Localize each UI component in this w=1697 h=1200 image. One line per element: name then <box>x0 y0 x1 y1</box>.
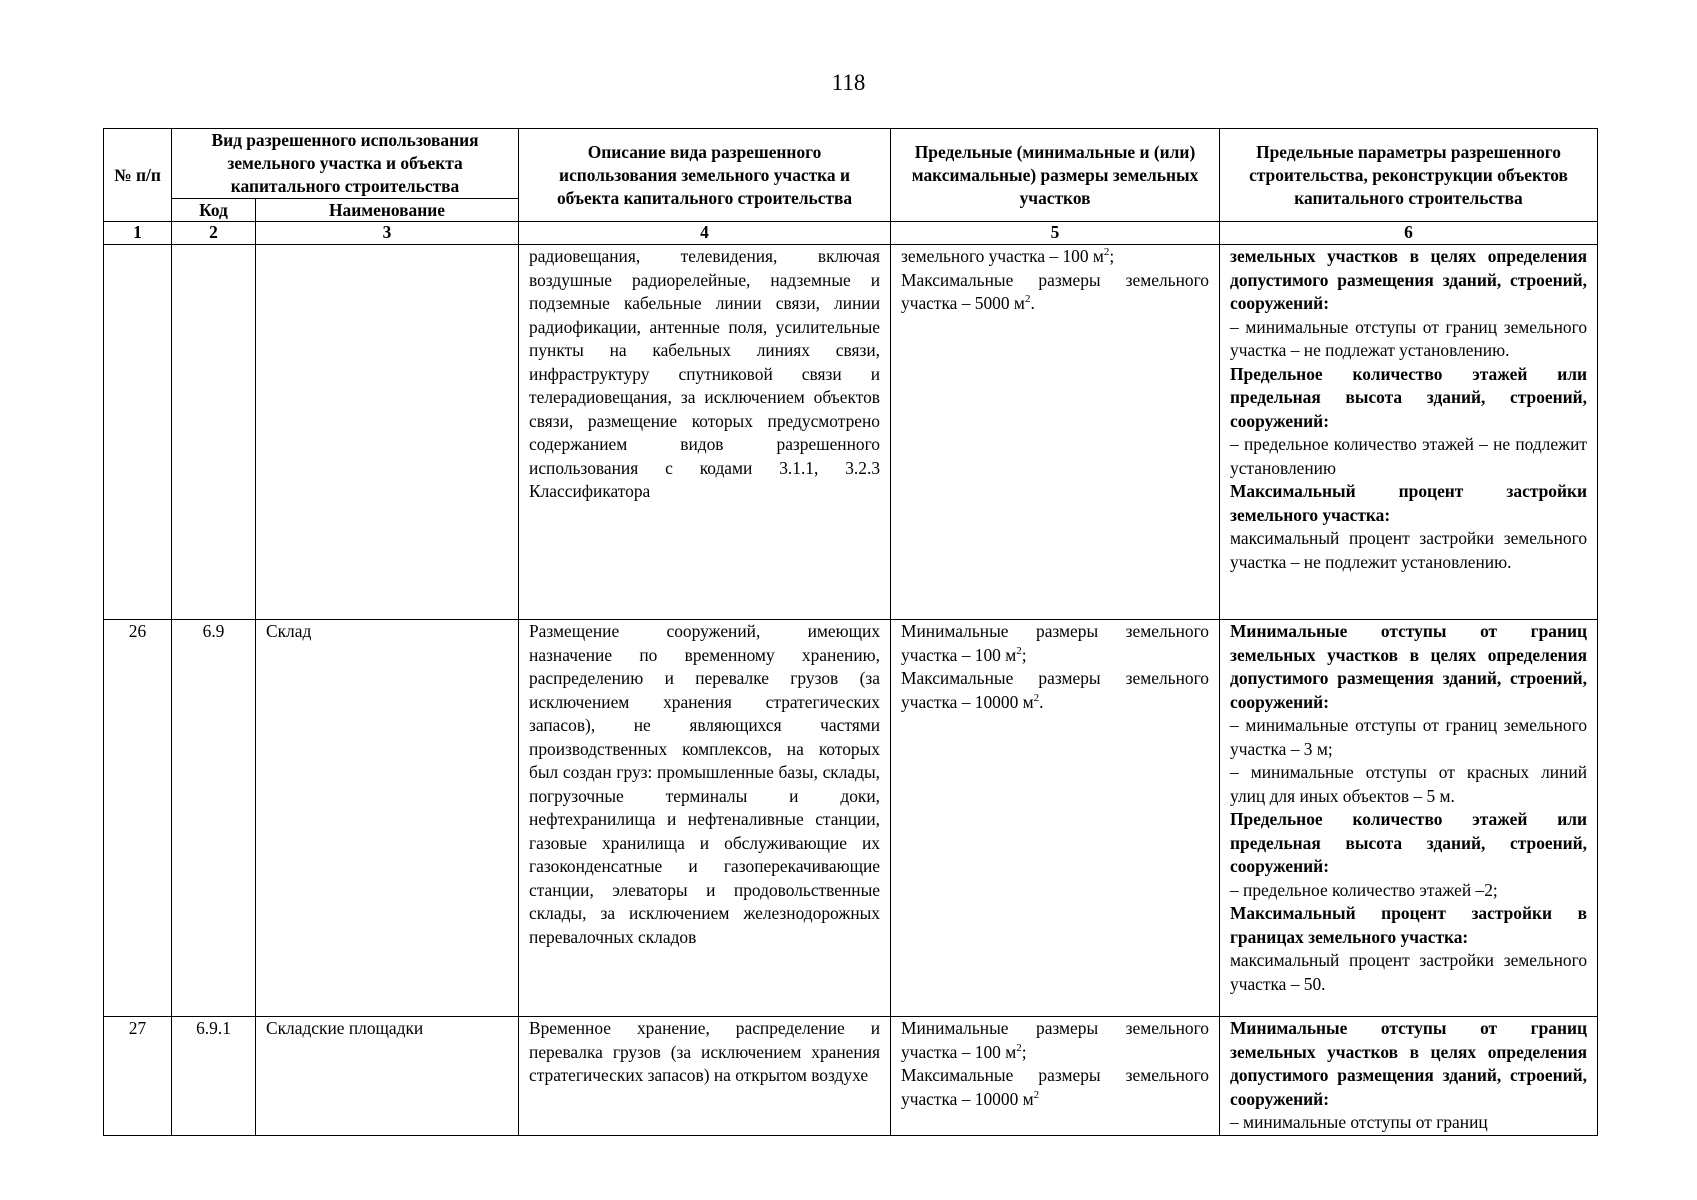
param-heading: Предельное количество этажей или предельная высота зданий, строений, сооружений: <box>1230 809 1588 876</box>
row-params <box>1220 1017 1598 1136</box>
size-tail: . <box>1030 293 1035 313</box>
column-number-row <box>104 222 1598 245</box>
row-params <box>1220 620 1598 1017</box>
size-unit-exponent: 2 <box>1016 1041 1022 1054</box>
row-name: Складские площадки <box>256 1017 519 1136</box>
size-unit-exponent: 2 <box>1033 691 1040 704</box>
size-text: Минимальные размеры земельного участка – 100 м <box>901 621 1210 665</box>
param-text: максимальный процент застройки земельного участка – не подлежит установлению. <box>1230 528 1588 572</box>
size-text: Максимальные размеры земельного участка – 5000 м <box>901 269 1210 313</box>
land-use-table <box>103 128 1598 1136</box>
row-sizes <box>891 620 1220 1017</box>
header-kind-group: Вид разрешенного использования земельного участка и объекта капитального строительства <box>172 129 519 199</box>
param-text: – минимальные отступы от красных линий улиц для иных объектов – 5 м. <box>1230 762 1588 806</box>
row-params <box>1220 245 1598 620</box>
param-text: – предельное количество этажей – не подлежит установлению <box>1230 434 1588 478</box>
size-text: Минимальные размеры земельного участка – 100 м <box>901 1018 1210 1062</box>
param-heading: Минимальные отступы от границ земельных участков в целях определения допустимого размещения зданий, строений, сооружений: <box>1230 621 1588 712</box>
param-text: – минимальные отступы от границ земельного участка – не подлежат установлению. <box>1230 316 1588 360</box>
column-number: 2 <box>172 222 256 245</box>
size-unit-exponent: 2 <box>1033 1088 1040 1101</box>
row-num: 27 <box>104 1017 172 1136</box>
size-tail: ; <box>1021 1041 1027 1062</box>
size-unit-exponent: 2 <box>1024 293 1031 306</box>
table-row <box>104 1017 1598 1136</box>
size-text: Максимальные размеры земельного участка – 10000 м <box>901 668 1210 712</box>
row-sizes <box>891 245 1220 620</box>
param-text: максимальный процент застройки земельного участка – 50. <box>1230 950 1588 994</box>
size-line <box>901 620 1209 667</box>
param-text: – минимальные отступы от границ <box>1230 1112 1488 1132</box>
row-name <box>256 245 519 620</box>
size-line <box>901 1017 1209 1064</box>
column-number: 5 <box>891 222 1220 245</box>
size-text: Максимальные размеры земельного участка – 10000 м <box>901 1065 1210 1109</box>
header-description: Описание вида разрешенного использования земельного участка и объекта капитального строительства <box>519 129 891 222</box>
table-row <box>104 245 1598 620</box>
row-name: Склад <box>256 620 519 1017</box>
row-code <box>172 245 256 620</box>
row-description: Временное хранение, распределение и перевалка грузов (за исключением хранения стратегических запасов) на открытом воздухе <box>519 1017 891 1136</box>
row-description: радиовещания, телевидения, включая воздушные радиорелейные, надземные и подземные кабельные линии связи, линии радиофикации, антенные поля, усилительные пункты на кабельных линиях связи, инфраструктуру спутниковой связи и телерадиовещания, за исключением объектов связи, размещение которых предусмотрено содержанием видов разрешенного использования с кодами 3.1.1, 3.2.3 Классификатора <box>519 245 891 620</box>
param-heading: Максимальный процент застройки в границах земельного участка: <box>1230 903 1588 947</box>
row-num: 26 <box>104 620 172 1017</box>
param-heading: земельных участков в целях определения допустимого размещения зданий, строений, сооружений: <box>1230 246 1588 313</box>
header-num: № п/п <box>104 129 172 222</box>
row-num <box>104 245 172 620</box>
size-line <box>901 1064 1209 1111</box>
column-number: 1 <box>104 222 172 245</box>
size-line <box>901 269 1209 316</box>
row-code: 6.9.1 <box>172 1017 256 1136</box>
param-text: – минимальные отступы от границ земельного участка – 3 м; <box>1230 715 1588 759</box>
row-description: Размещение сооружений, имеющих назначение по временному хранению, распределению и перевалке грузов (за исключением хранения стратегических запасов), не являющихся частями производственных комплексов, на которых был создан груз: промышленные базы, склады, погрузочные терминалы и доки, нефтехранилища и нефтеналивные станции, газовые хранилища и обслуживающие их газоконденсатные и газоперекачивающие станции, элеваторы и продовольственные склады, за исключением железнодорожных перевалочных складов <box>519 620 891 1017</box>
column-number: 3 <box>256 222 519 245</box>
size-unit-exponent: 2 <box>1016 644 1022 657</box>
page-number: 118 <box>831 70 866 95</box>
size-tail: ; <box>1109 246 1115 266</box>
size-line <box>901 667 1209 714</box>
header-code: Код <box>172 199 256 222</box>
column-number: 6 <box>1220 222 1598 245</box>
param-heading: Максимальный процент застройки земельного участка: <box>1230 481 1588 525</box>
column-number: 4 <box>519 222 891 245</box>
size-tail: . <box>1039 691 1044 712</box>
row-sizes <box>891 1017 1220 1136</box>
size-unit-exponent: 2 <box>1103 246 1110 259</box>
header-name: Наименование <box>256 199 519 222</box>
size-line <box>901 245 1209 269</box>
header-params: Предельные параметры разрешенного строительства, реконструкции объектов капитального строительства <box>1220 129 1598 222</box>
row-code: 6.9 <box>172 620 256 1017</box>
header-sizes: Предельные (минимальные и (или) максимальные) размеры земельных участков <box>891 129 1220 222</box>
table-row <box>104 620 1598 1017</box>
size-text: земельного участка – 100 м <box>901 246 1104 266</box>
size-tail: ; <box>1021 644 1027 665</box>
param-heading: Предельное количество этажей или предельная высота зданий, строений, сооружений: <box>1230 363 1588 431</box>
param-heading: Минимальные отступы от границ земельных участков в целях определения допустимого размещения зданий, строений, сооружений: <box>1230 1018 1588 1109</box>
param-text: – предельное количество этажей –2; <box>1230 879 1498 900</box>
